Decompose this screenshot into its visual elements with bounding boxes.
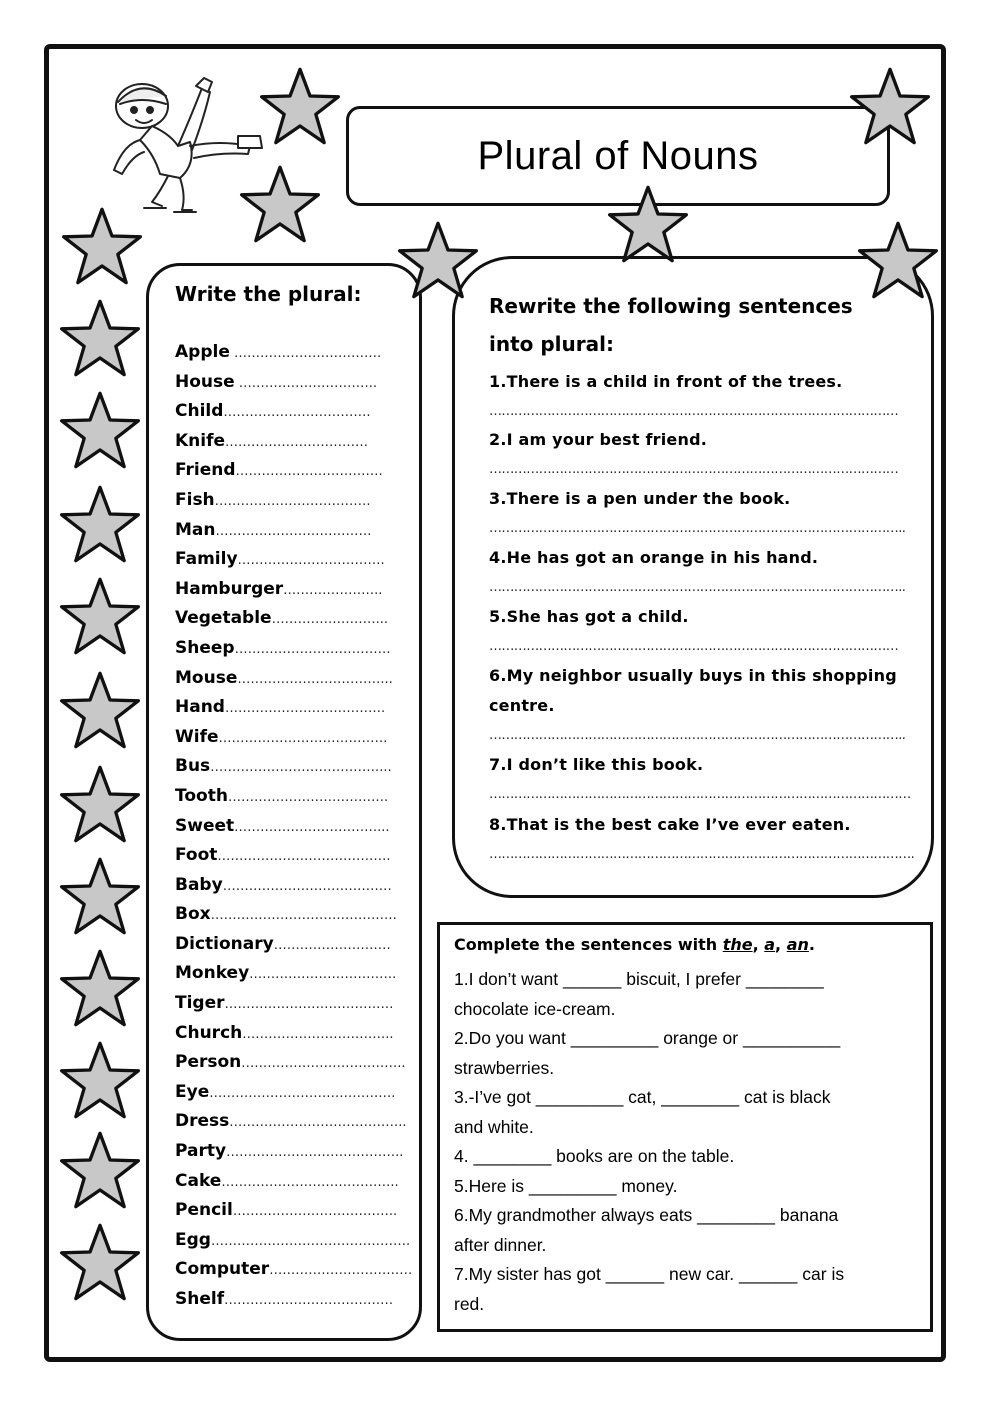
- star-icon: [606, 184, 690, 264]
- answer-blank[interactable]: …………………………………….: [209, 1085, 396, 1101]
- star-icon: [238, 164, 322, 244]
- plural-item: [175, 1052, 412, 1082]
- answer-blank[interactable]: ………………………: [273, 937, 391, 953]
- rewrite-sentence: 2.I am your best friend.: [489, 430, 708, 449]
- articles-line: 3.-I’ve got _________ cat, ________ cat is black: [454, 1087, 831, 1107]
- answer-blank[interactable]: …………………………….: [237, 553, 385, 569]
- plural-word: Baby: [175, 874, 223, 895]
- plural-word: Bus: [175, 756, 211, 777]
- articles-line: after dinner.: [454, 1234, 547, 1255]
- articles-line: 2.Do you want _________ orange or __________: [454, 1028, 841, 1048]
- plural-item: [175, 638, 412, 668]
- plural-word: Knife: [175, 430, 226, 451]
- rewrite-answer-line[interactable]: ………………………………………………………………………………………..: [489, 728, 906, 743]
- rewrite-answer-line[interactable]: …………………………………………………………………………………………: [489, 787, 911, 802]
- plural-item: [175, 1230, 412, 1260]
- articles-line: 5.Here is _________ money.: [454, 1175, 678, 1196]
- plural-word: Vegetable: [175, 608, 272, 629]
- star-icon: [396, 220, 480, 300]
- star-icon: [58, 576, 142, 656]
- answer-blank[interactable]: ……………………………: [225, 434, 369, 450]
- plural-word: Wife: [175, 726, 219, 747]
- plural-item: [175, 342, 412, 372]
- answer-blank[interactable]: ……………………………: [269, 1263, 413, 1279]
- answer-blank[interactable]: ………………………………….: [217, 849, 391, 865]
- star-icon: [58, 1222, 142, 1302]
- plural-word: Family: [175, 549, 238, 570]
- plural-word: Sheep: [175, 637, 235, 658]
- answer-blank[interactable]: …………………………………….: [210, 908, 397, 924]
- rewrite-sentences-section: [452, 256, 934, 898]
- plural-word: Shelf: [175, 1289, 225, 1309]
- answer-blank[interactable]: …………………………………: [222, 878, 392, 894]
- plural-word: Foot: [175, 845, 218, 866]
- articles-line: strawberries.: [454, 1057, 555, 1078]
- answer-blank[interactable]: …………………………………..: [226, 1145, 404, 1161]
- rewrite-answer-line[interactable]: ………………………………………………………………………………………: [489, 639, 899, 654]
- rewrite-answer-line[interactable]: ………………………………………………………………………………………….: [489, 847, 915, 862]
- rewrite-sentence: 5.She has got a child.: [489, 607, 689, 626]
- plural-word: Party: [175, 1141, 227, 1162]
- plural-item: [175, 431, 412, 461]
- answer-blank[interactable]: ………………………………: [215, 523, 372, 539]
- answer-blank[interactable]: …………………..: [283, 582, 383, 598]
- rewrite-sentence: 3.There is a pen under the book.: [489, 489, 791, 508]
- plural-item: [175, 1200, 412, 1230]
- plural-item: [175, 904, 412, 934]
- rewrite-sentence: 4.He has got an orange in his hand.: [489, 548, 819, 567]
- plural-item: [175, 816, 412, 846]
- plural-word: Cake: [175, 1170, 222, 1191]
- answer-blank[interactable]: …………………………………: [218, 730, 388, 746]
- plural-item: [175, 1141, 412, 1171]
- plural-word: Dictionary: [175, 933, 274, 954]
- articles-exercise-lines: [454, 965, 924, 1319]
- plural-item: [175, 490, 412, 520]
- plural-word: Church: [175, 1022, 243, 1043]
- star-icon: [58, 856, 142, 936]
- plural-word: Tooth: [175, 785, 228, 806]
- rewrite-answer-line[interactable]: ………………………………………………………………………………………: [489, 462, 899, 477]
- answer-blank[interactable]: ………………………………: [214, 493, 371, 509]
- answer-blank[interactable]: ……………………………...: [237, 671, 393, 687]
- plural-word: Dress: [175, 1111, 230, 1132]
- plural-word: House: [175, 371, 235, 392]
- answer-blank[interactable]: ………………………………..: [232, 1204, 398, 1220]
- plural-word-list: [175, 342, 412, 1319]
- answer-blank[interactable]: …………………………………...: [210, 760, 392, 776]
- plural-word: Man: [175, 519, 216, 540]
- plural-item: [175, 372, 412, 402]
- plural-item: [175, 1082, 412, 1112]
- answer-blank[interactable]: ……………………………….: [227, 789, 389, 805]
- star-icon: [856, 220, 940, 300]
- rewrite-sentence: 6.My neighbor usually buys in this shopping centre.: [489, 666, 897, 715]
- star-icon: [58, 298, 142, 378]
- answer-blank[interactable]: …………………………………..: [221, 1174, 399, 1190]
- star-icon: [258, 66, 342, 146]
- plural-item: [175, 1111, 412, 1141]
- articles-line: 4. ________ books are on the table.: [454, 1146, 735, 1166]
- plural-item: [175, 579, 412, 609]
- plural-word: Tiger: [175, 993, 225, 1014]
- answer-blank[interactable]: ……………………………...: [234, 819, 390, 835]
- plural-item: [175, 549, 412, 579]
- star-icon: [848, 66, 932, 146]
- plural-word: Apple: [175, 342, 230, 362]
- plural-word: Fish: [175, 489, 215, 510]
- articles-heading: Complete the sentences with the, a, an.: [454, 935, 815, 954]
- answer-blank[interactable]: ……………………...: [271, 612, 388, 628]
- plural-item: [175, 963, 412, 993]
- answer-blank[interactable]: …………………………….: [249, 967, 397, 983]
- plural-item: [175, 786, 412, 816]
- rewrite-heading: Rewrite the following sentences into plural:: [489, 294, 853, 356]
- rewrite-sentence: 7.I don’t like this book.: [489, 755, 704, 774]
- star-icon: [58, 764, 142, 844]
- plural-item: [175, 934, 412, 964]
- plural-word: Eye: [175, 1081, 210, 1102]
- star-icon: [58, 1040, 142, 1120]
- articles-line: 6.My grandmother always eats ________ banana: [454, 1205, 839, 1225]
- articles-line: 1.I don’t want ______ biscuit, I prefer ________: [454, 969, 824, 989]
- plural-word: Box: [175, 904, 211, 925]
- answer-blank[interactable]: ………………………………: [234, 641, 391, 657]
- answer-blank[interactable]: ……………………………..: [242, 1026, 394, 1042]
- articles-line: 7.My sister has got ______ new car. ______ car is: [454, 1264, 845, 1284]
- answer-blank[interactable]: …………………………….: [223, 405, 371, 421]
- answer-blank[interactable]: ……………………………….: [224, 701, 386, 717]
- plural-word: Hand: [175, 697, 225, 718]
- star-icon: [58, 390, 142, 470]
- plural-item: [175, 727, 412, 757]
- plural-word: Mouse: [175, 667, 238, 688]
- articles-line: red.: [454, 1293, 485, 1314]
- plural-item: [175, 668, 412, 698]
- plural-item: [175, 1023, 412, 1053]
- plural-word: Monkey: [175, 963, 250, 984]
- answer-blank[interactable]: …………………………………..: [229, 1115, 407, 1131]
- plural-item: [175, 993, 412, 1023]
- answer-blank[interactable]: ………………………………..: [241, 1056, 406, 1072]
- plural-word: Computer: [175, 1259, 270, 1280]
- rewrite-sentence: 1.There is a child in front of the trees.: [489, 372, 843, 391]
- answer-blank[interactable]: …………………………………: [224, 997, 394, 1013]
- star-icon: [58, 484, 142, 564]
- answer-blank[interactable]: ……………………………………….: [210, 1233, 411, 1249]
- plural-word: Person: [175, 1052, 242, 1073]
- answer-blank[interactable]: …………………………….: [235, 464, 383, 480]
- answer-blank[interactable]: …………………………….: [229, 346, 382, 361]
- star-icon: [58, 1130, 142, 1210]
- plural-item: [175, 608, 412, 638]
- plural-item: [175, 875, 412, 905]
- plural-word: Hamburger: [175, 578, 284, 599]
- write-plural-section: [146, 263, 422, 1341]
- rewrite-answer-line[interactable]: ………………………………………………………………………………………..: [489, 521, 906, 536]
- plural-item: [175, 1171, 412, 1201]
- plural-word: Friend: [175, 460, 236, 481]
- plural-item: [175, 401, 412, 431]
- answer-blank[interactable]: …………………………..: [234, 375, 378, 391]
- plural-word: Egg: [175, 1229, 211, 1250]
- write-plural-heading: Write the plural:: [175, 282, 362, 306]
- plural-word: Child: [175, 401, 224, 422]
- rewrite-answer-line[interactable]: ………………………………………………………………………………………..: [489, 580, 906, 595]
- plural-item: [175, 756, 412, 786]
- plural-item: [175, 460, 412, 490]
- articles-line: and white.: [454, 1116, 534, 1137]
- plural-word: Pencil: [175, 1200, 233, 1221]
- articles-line: chocolate ice-cream.: [454, 998, 616, 1019]
- rewrite-answer-line[interactable]: ………………………………………………………………………………………: [489, 404, 899, 419]
- plural-word: Sweet: [175, 815, 235, 836]
- plural-item: [175, 520, 412, 550]
- plural-item: [175, 1259, 412, 1289]
- articles-section: [437, 922, 933, 1332]
- plural-item: [175, 697, 412, 727]
- plural-item: [175, 845, 412, 875]
- answer-blank[interactable]: …………………………………: [224, 1293, 394, 1308]
- star-icon: [58, 948, 142, 1028]
- star-icon: [58, 670, 142, 750]
- plural-item: [175, 1289, 412, 1319]
- page-title: Plural of Nouns: [477, 133, 759, 178]
- rewrite-sentence: 8.That is the best cake I’ve ever eaten.: [489, 815, 851, 834]
